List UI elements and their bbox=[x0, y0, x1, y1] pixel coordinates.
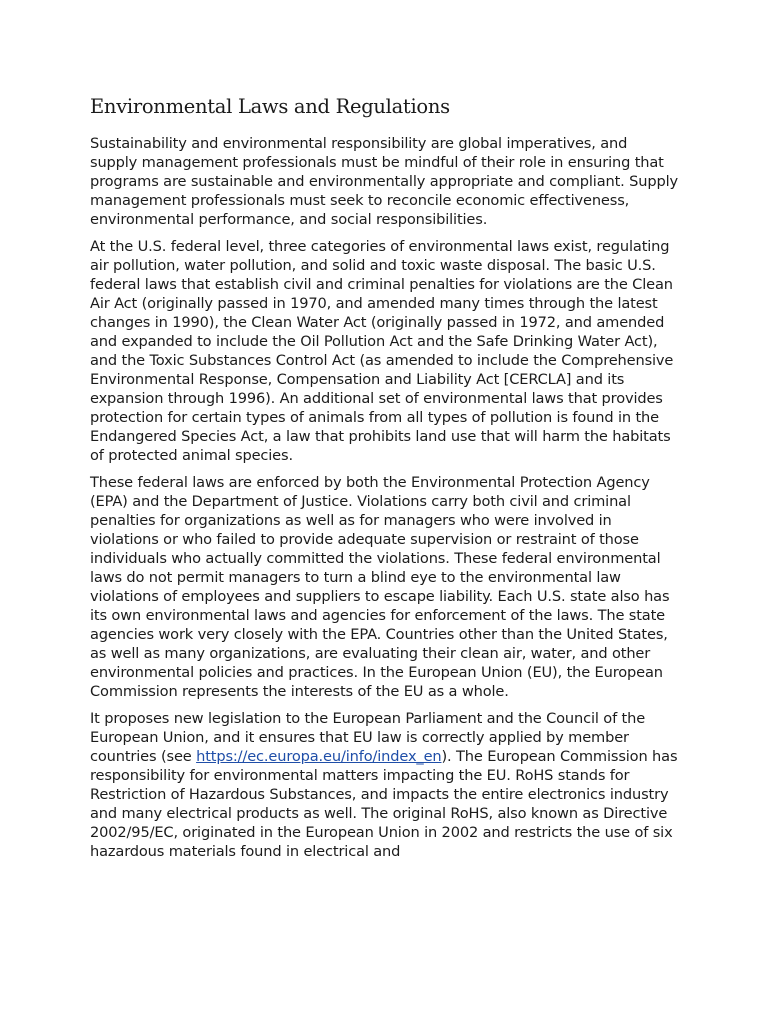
document-page bbox=[90, 94, 678, 869]
paragraph-text-after-link: ). The European Commission has responsibility for environmental matters impacting the EU. RoHS stands for Restriction of Hazardous Substances, and impacts the entire electronics industry and many electrical products as well. The original RoHS, also known as Directive 2002/95/EC, originated in the European Union in 2002 and restricts the use of six hazardous materials found in electrical and bbox=[90, 748, 678, 860]
europa-link[interactable]: https://ec.europa.eu/info/index_en bbox=[196, 748, 442, 765]
document-title: Environmental Laws and Regulations bbox=[90, 95, 450, 118]
paragraph-enforcement: These federal laws are enforced by both the Environmental Protection Agency (EPA) and the Department of Justice. Violations carry both civil and criminal penalties for organizations as well as for managers who were involved in violations or who failed to provide adequate supervision or restraint of those individuals who actually committed the violations. These federal environmental laws do not permit managers to turn a blind eye to the environmental law violations of employees and suppliers to escape liability. Each U.S. state also has its own environmental laws and agencies for enforcement of the laws. The state agencies work very closely with the EPA. Countries other than the United States, as well as many organizations, are evaluating their clean air, water, and other environmental policies and practices. In the European Union (EU), the European Commission represents the interests of the EU as a whole. bbox=[90, 474, 670, 700]
paragraph-text-before-link: It proposes new legislation to the European Parliament and the Council of the European Union, and it ensures that EU law is correctly applied by member countries (see bbox=[90, 710, 646, 765]
paragraph-european-union bbox=[90, 709, 678, 861]
paragraph-sustainability: Sustainability and environmental responsibility are global imperatives, and supply management professionals must be mindful of their role in ensuring that programs are sustainable and environmentally appropriate and compliant. Supply management professionals must seek to reconcile economic effectiveness, environmental performance, and social responsibilities. bbox=[90, 135, 678, 228]
paragraph-federal-laws: At the U.S. federal level, three categories of environmental laws exist, regulating air pollution, water pollution, and solid and toxic waste disposal. The basic U.S. federal laws that establish civil and criminal penalties for violations are the Clean Air Act (originally passed in 1970, and amended many times through the latest changes in 1990), the Clean Water Act (originally passed in 1972, and amended and expanded to include the Oil Pollution Act and the Safe Drinking Water Act), and the Toxic Substances Control Act (as amended to include the Comprehensive Environmental Response, Compensation and Liability Act [CERCLA] and its expansion through 1996). An additional set of environmental laws that provides protection for certain types of animals from all types of pollution is found in the Endangered Species Act, a law that prohibits land use that will harm the habitats of protected animal species. bbox=[90, 238, 674, 464]
